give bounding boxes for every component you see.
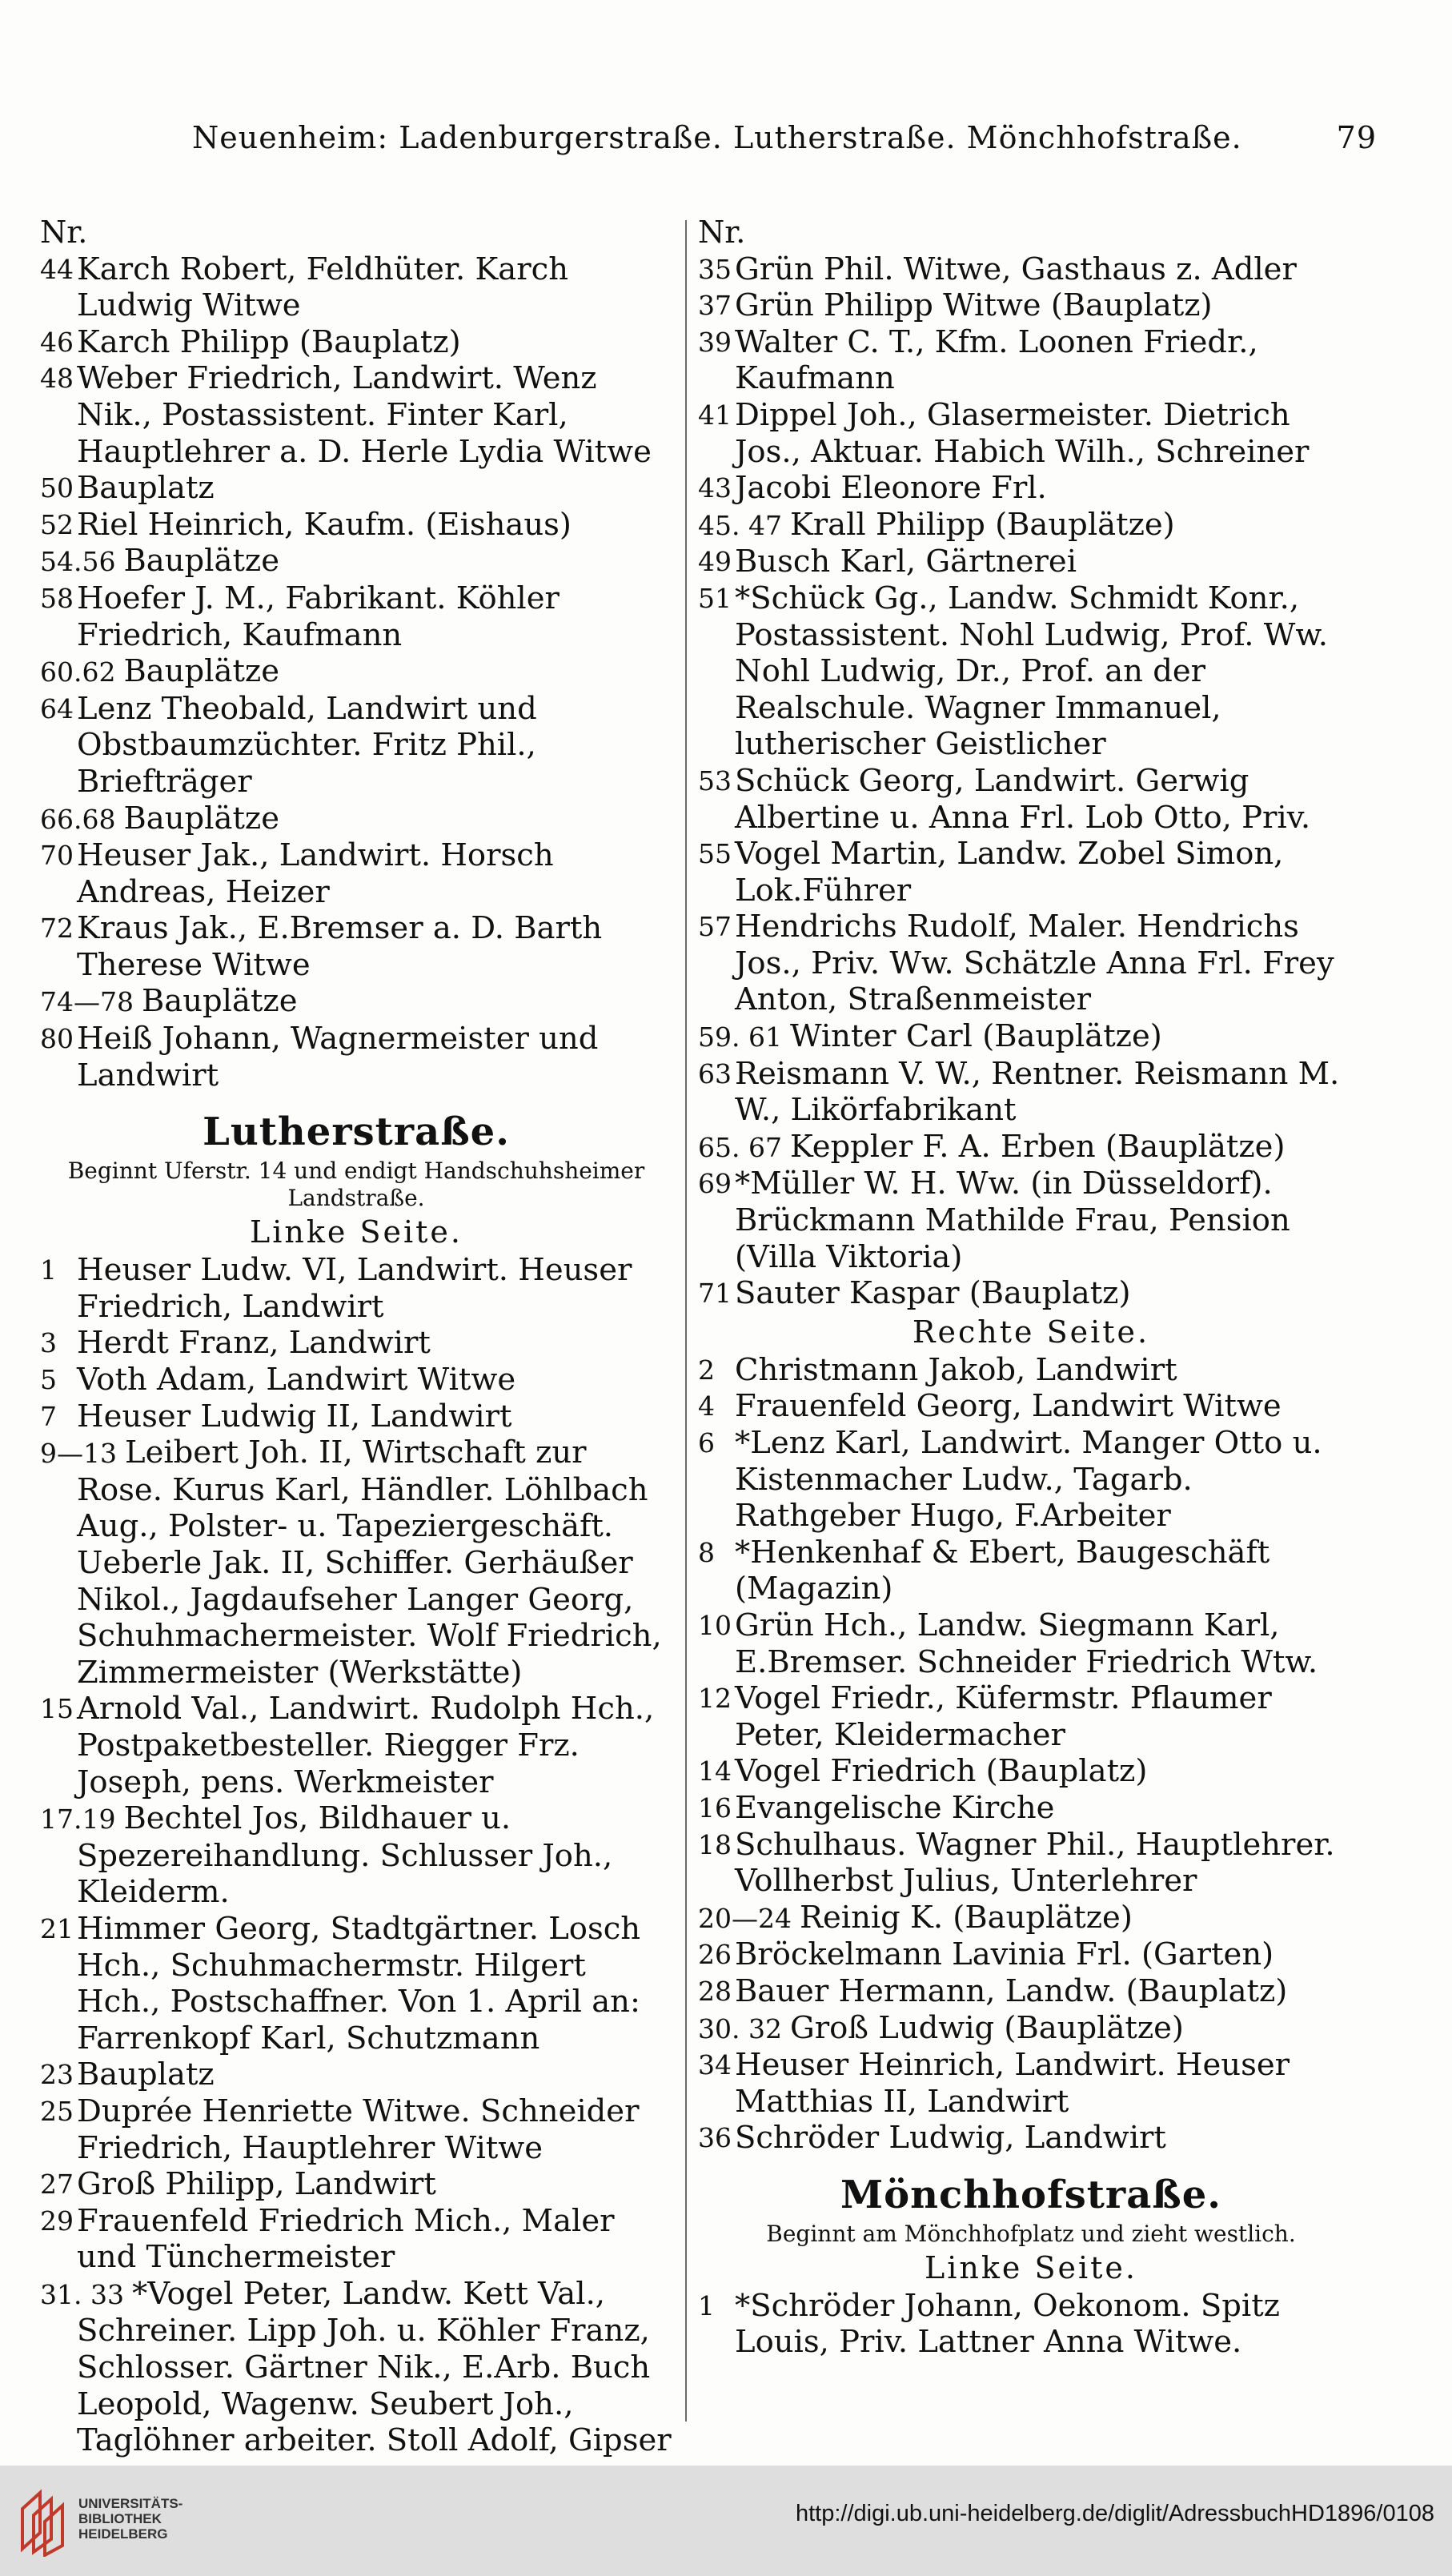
house-number: 39 <box>698 326 732 358</box>
house-number: 41 <box>698 399 732 431</box>
house-number: 26 <box>698 1939 732 1971</box>
address-entry <box>698 763 1364 836</box>
house-number: 10 <box>698 1609 732 1641</box>
house-number: 28 <box>698 1975 732 2007</box>
address-entry <box>40 1362 672 1398</box>
house-number: 69 <box>698 1168 732 1200</box>
house-number: 45. 47 <box>698 509 782 541</box>
address-entry <box>698 1425 1364 1535</box>
resident-text: Reinig K. (Bauplätze) <box>799 1899 1133 1936</box>
house-number: 52 <box>40 508 74 540</box>
resident-text: *Henkenhaf & Ebert, Baugeschäft (Magazin) <box>735 1534 1270 1607</box>
address-entry <box>698 1129 1364 1166</box>
house-number: 59. 61 <box>698 1021 782 1053</box>
resident-text: Hoefer J. M., Fabrikant. Köhler Friedrich, Kaufmann <box>77 580 560 653</box>
address-entry <box>698 2047 1364 2120</box>
address-entry <box>40 1021 672 1093</box>
house-number: 74—78 <box>40 986 134 1018</box>
address-entry <box>698 1388 1364 1425</box>
house-number: 37 <box>698 290 732 322</box>
address-entry <box>698 1352 1364 1389</box>
resident-text: Evangelische Kirche <box>735 1789 1055 1826</box>
resident-text: Sauter Kaspar (Bauplatz) <box>735 1275 1131 1312</box>
house-number: 9—13 <box>40 1438 117 1470</box>
resident-text: Christmann Jakob, Landwirt <box>735 1351 1177 1388</box>
resident-text: Grün Phil. Witwe, Gasthaus z. Adler <box>735 251 1297 287</box>
address-entry <box>698 544 1364 580</box>
resident-text: *Schück Gg., Landw. Schmidt Konr., Postassistent. Nohl Ludwig, Prof. Ww. Nohl Ludwig, Dr., Prof. an der Realschule. Wagner Immanuel, lutherischer Geistlicher <box>735 580 1328 763</box>
house-number: 65. 67 <box>698 1131 782 1163</box>
address-entry <box>698 1535 1364 1607</box>
house-number: 36 <box>698 2122 732 2154</box>
house-number: 50 <box>40 472 74 504</box>
entries-luther-right <box>698 1352 1364 2157</box>
entries-moench <box>698 2288 1364 2361</box>
resident-text: Vogel Martin, Landw. Zobel Simon, Lok.Führer <box>735 836 1284 909</box>
house-number: 57 <box>698 911 732 943</box>
house-number: 15 <box>40 1693 74 1725</box>
house-number: 60.62 <box>40 656 116 688</box>
side-label-left: Linke Seite. <box>250 1214 463 1250</box>
house-number: 64 <box>40 692 74 724</box>
house-number: 48 <box>40 363 74 395</box>
address-entry <box>698 1753 1364 1790</box>
address-entry <box>698 836 1364 909</box>
address-entry <box>40 2203 672 2276</box>
library-line: HEIDELBERG <box>78 2526 168 2542</box>
resident-text: Heuser Jak., Landwirt. Horsch Andreas, Heizer <box>77 837 554 910</box>
house-number: 8 <box>698 1536 715 1568</box>
house-number: 44 <box>40 253 74 285</box>
address-entry <box>698 1790 1364 1827</box>
resident-text: *Lenz Karl, Landwirt. Manger Otto u. Kistenmacher Ludw., Tagarb. Rathgeber Hugo, F.Arbeiter <box>735 1425 1322 1535</box>
address-entry <box>40 910 672 983</box>
page-number: 79 <box>1336 120 1377 155</box>
house-number: 17.19 <box>40 1804 116 1836</box>
address-entry <box>40 470 672 507</box>
address-entry <box>698 397 1364 470</box>
address-entry <box>698 324 1364 397</box>
street-note-luther: Beginnt Uferstr. 14 und endigt Handschuhsheimer Landstraße. <box>67 1158 645 1212</box>
address-entry <box>698 1680 1364 1753</box>
address-entry <box>40 1325 672 1362</box>
address-entry <box>698 1607 1364 1680</box>
left-column <box>40 215 672 2459</box>
house-number: 18 <box>698 1828 732 1860</box>
house-number: 63 <box>698 1057 732 1089</box>
address-entry <box>40 2056 672 2093</box>
page-header <box>192 120 1377 168</box>
entries-ladenburger <box>40 251 672 1094</box>
resident-text: Himmer Georg, Stadtgärtner. Losch Hch., Schuhmachermstr. Hilgert Hch., Postschaffner. Von 1. April an: Farrenkopf Karl, Schutzmann <box>77 1910 641 2056</box>
house-number: 14 <box>698 1755 732 1788</box>
address-entry <box>40 543 672 580</box>
house-number: 2 <box>698 1354 715 1386</box>
resident-text: Keppler F. A. Erben (Bauplätze) <box>789 1128 1286 1165</box>
resident-text: Grün Hch., Landw. Siegmann Karl, E.Bremser. Schneider Friedrich Wtw. <box>735 1607 1318 1680</box>
house-number: 49 <box>698 546 732 578</box>
house-number: 66.68 <box>40 803 116 835</box>
house-number: 27 <box>40 2169 74 2201</box>
side-label-moench: Linke Seite. <box>925 2249 1137 2285</box>
resident-text: Karch Philipp (Bauplatz) <box>77 323 461 360</box>
resident-text: Winter Carl (Bauplätze) <box>789 1018 1162 1055</box>
resident-text: Heuser Heinrich, Landwirt. Heuser Matthias II, Landwirt <box>735 2047 1290 2120</box>
resident-text: Vogel Friedrich (Bauplatz) <box>735 1753 1148 1790</box>
house-number: 12 <box>698 1683 732 1715</box>
resident-text: Herdt Franz, Landwirt <box>77 1325 431 1362</box>
house-number: 4 <box>698 1390 715 1422</box>
house-number: 1 <box>40 1254 57 1286</box>
house-number: 80 <box>40 1023 74 1055</box>
resident-text: Frauenfeld Georg, Landwirt Witwe <box>735 1388 1282 1425</box>
address-entry <box>698 1900 1364 1937</box>
resident-text: Bechtel Jos, Bildhauer u. Spezereihandlung. Schlusser Joh., Kleiderm. <box>77 1800 613 1911</box>
house-number: 23 <box>40 2059 74 2091</box>
address-entry <box>40 1691 672 1800</box>
nr-label: Nr. <box>698 215 746 250</box>
house-number: 3 <box>40 1327 57 1359</box>
address-entry <box>40 800 672 838</box>
column-divider <box>685 220 687 2422</box>
entries-ladenburger-right <box>698 251 1364 1312</box>
house-number: 43 <box>698 472 732 504</box>
house-number: 54.56 <box>40 546 116 578</box>
resident-text: Bauplatz <box>77 2056 215 2093</box>
library-line: UNIVERSITÄTS- <box>78 2496 183 2511</box>
address-entry <box>40 983 672 1021</box>
footer-bar <box>0 2466 1452 2576</box>
resident-text: Dippel Joh., Glasermeister. Dietrich Jos., Aktuar. Habich Wilh., Schreiner <box>735 396 1310 470</box>
resident-text: Heuser Ludw. VI, Landwirt. Heuser Friedrich, Landwirt <box>77 1252 632 1325</box>
address-entry <box>40 1434 672 1691</box>
address-entry <box>40 653 672 691</box>
resident-text: Bauplatz <box>77 470 215 507</box>
resident-text: Bröckelmann Lavinia Frl. (Garten) <box>735 1936 1274 1973</box>
resident-text: Bauplätze <box>123 800 279 837</box>
address-entry <box>698 1936 1364 1973</box>
resident-text: Krall Philipp (Bauplätze) <box>789 506 1175 543</box>
address-entry <box>698 1827 1364 1900</box>
house-number: 29 <box>40 2205 74 2237</box>
address-entry <box>698 1018 1364 1056</box>
resident-text: Groß Ludwig (Bauplätze) <box>789 2009 1184 2046</box>
resident-text: Frauenfeld Friedrich Mich., Maler und Tünchermeister <box>77 2202 615 2276</box>
resident-text: Schulhaus. Wagner Phil., Hauptlehrer. Vollherbst Julius, Unterlehrer <box>735 1826 1335 1900</box>
address-entry <box>698 2010 1364 2048</box>
house-number: 31. 33 <box>40 2278 124 2310</box>
address-entry <box>40 324 672 361</box>
address-entry <box>698 580 1364 763</box>
resident-text: Duprée Henriette Witwe. Schneider Friedrich, Hauptlehrer Witwe <box>77 2092 640 2166</box>
resident-text: Vogel Friedr., Küfermstr. Pflaumer Peter, Kleidermacher <box>735 1680 1272 1753</box>
address-entry <box>40 2276 672 2459</box>
resident-text: Groß Philipp, Landwirt <box>77 2166 436 2203</box>
resident-text: *Vogel Peter, Landw. Kett Val., Schreiner. Lipp Joh. u. Köhler Franz, Schlosser. Gärtner Nik., E.Arb. Buch Leopold, Wagenw. Seubert Joh., Taglöhner arbeiter. Stoll Adolf, Gipser <box>77 2275 672 2459</box>
resident-text: Kraus Jak., E.Bremser a. D. Barth Therese Witwe <box>77 910 603 983</box>
resident-text: Bauer Hermann, Landw. (Bauplatz) <box>735 1972 1288 2009</box>
house-number: 5 <box>40 1364 57 1396</box>
right-column <box>698 215 1364 2361</box>
house-number: 20—24 <box>698 1902 792 1934</box>
address-entry <box>40 2093 672 2166</box>
street-title-luther: Lutherstraße. <box>203 1109 510 1155</box>
resident-text: Arnold Val., Landwirt. Rudolph Hch., Postpaketbesteller. Riegger Frz. Joseph, pens. Werkmeister <box>77 1691 655 1800</box>
address-entry <box>40 1252 672 1325</box>
resident-text: Bauplätze <box>123 543 279 580</box>
resident-text: Reismann V. W., Rentner. Reismann M. W., Likörfabrikant <box>735 1055 1340 1129</box>
address-entry <box>698 1166 1364 1275</box>
nr-label: Nr. <box>40 215 88 250</box>
resident-text: *Müller W. H. Ww. (in Düsseldorf). Brückmann Mathilde Frau, Pension (Villa Viktoria) <box>735 1166 1290 1275</box>
house-number: 16 <box>698 1792 732 1824</box>
resident-text: Bauplätze <box>123 653 279 690</box>
address-entry <box>40 1800 672 1911</box>
resident-text: Grün Philipp Witwe (Bauplatz) <box>735 287 1213 324</box>
header-title: Neuenheim: Ladenburgerstraße. Lutherstraße. Mönchhofstraße. <box>192 120 1242 155</box>
address-entry <box>698 2288 1364 2361</box>
house-number: 25 <box>40 2095 74 2127</box>
library-line: BIBLIOTHEK <box>78 2511 162 2526</box>
resident-text: Weber Friedrich, Landwirt. Wenz Nik., Postassistent. Finter Karl, Hauptlehrer a. D. Herle Lydia Witwe <box>77 360 652 470</box>
resident-text: Hendrichs Rudolf, Maler. Hendrichs Jos., Priv. Ww. Schätzle Anna Frl. Frey Anton, Straßenmeister <box>735 909 1334 1018</box>
resident-text: Riel Heinrich, Kaufm. (Eishaus) <box>77 506 572 543</box>
address-entry <box>698 2120 1364 2157</box>
house-number: 53 <box>698 764 732 796</box>
address-entry <box>698 1973 1364 2010</box>
house-number: 21 <box>40 1912 74 1944</box>
resident-text: Heuser Ludwig II, Landwirt <box>77 1398 512 1434</box>
house-number: 35 <box>698 253 732 285</box>
house-number: 51 <box>698 582 732 614</box>
house-number: 70 <box>40 840 74 872</box>
address-entry <box>40 1911 672 2056</box>
house-number: 58 <box>40 582 74 614</box>
library-name <box>78 2496 183 2542</box>
address-entry <box>698 909 1364 1018</box>
house-number: 30. 32 <box>698 2012 782 2044</box>
address-entry <box>40 2166 672 2203</box>
entries-luther-left <box>40 1252 672 2459</box>
resident-text: Lenz Theobald, Landwirt und Obstbaumzüchter. Fritz Phil., Briefträger <box>77 690 537 800</box>
house-number: 55 <box>698 838 732 870</box>
street-title-moench: Mönchhofstraße. <box>840 2172 1222 2217</box>
address-entry <box>698 470 1364 507</box>
house-number: 6 <box>698 1427 715 1459</box>
resident-text: Leibert Joh. II, Wirtschaft zur Rose. Kurus Karl, Händler. Löhlbach Aug., Polster- u. Tapeziergeschäft. Ueberle Jak. II, Schiffer. Gerhäußer Nikol., Jagdaufseher Langer Georg, Schuhmachermeister. Wolf Friedrich, Zimmermeister (Werkstätte) <box>77 1434 662 1691</box>
address-entry <box>40 360 672 470</box>
address-entry <box>698 251 1364 288</box>
address-entry <box>40 837 672 910</box>
resident-text: Schück Georg, Landwirt. Gerwig Albertine u. Anna Frl. Lob Otto, Priv. <box>735 762 1311 836</box>
house-number: 34 <box>698 2049 732 2081</box>
resident-text: *Schröder Johann, Oekonom. Spitz Louis, Priv. Lattner Anna Witwe. <box>735 2287 1280 2361</box>
address-entry <box>40 251 672 324</box>
address-entry <box>698 287 1364 324</box>
resident-text: Schröder Ludwig, Landwirt <box>735 2120 1166 2157</box>
address-entry <box>698 1275 1364 1312</box>
address-entry <box>40 691 672 800</box>
resident-text: Bauplätze <box>141 983 298 1020</box>
address-entry <box>698 507 1364 544</box>
resident-text: Voth Adam, Landwirt Witwe <box>77 1362 516 1398</box>
resident-text: Karch Robert, Feldhüter. Karch Ludwig Witwe <box>77 251 568 324</box>
address-entry <box>40 1398 672 1435</box>
house-number: 1 <box>698 2289 715 2321</box>
resident-text: Heiß Johann, Wagnermeister und Landwirt <box>77 1021 599 1093</box>
side-label-right: Rechte Seite. <box>912 1314 1150 1350</box>
address-entry <box>40 507 672 544</box>
resident-text: Busch Karl, Gärtnerei <box>735 544 1077 580</box>
library-logo-icon <box>16 2485 72 2557</box>
house-number: 46 <box>40 326 74 358</box>
street-note-moench: Beginnt am Mönchhofplatz und zieht westlich. <box>766 2220 1296 2247</box>
source-url[interactable]: http://digi.ub.uni-heidelberg.de/diglit/AdressbuchHD1896/0108 <box>795 2501 1434 2526</box>
house-number: 72 <box>40 913 74 945</box>
house-number: 7 <box>40 1400 57 1432</box>
resident-text: Walter C. T., Kfm. Loonen Friedr., Kaufmann <box>735 323 1258 397</box>
address-entry <box>40 580 672 653</box>
address-entry <box>698 1056 1364 1129</box>
resident-text: Jacobi Eleonore Frl. <box>735 470 1047 507</box>
house-number: 71 <box>698 1278 732 1310</box>
